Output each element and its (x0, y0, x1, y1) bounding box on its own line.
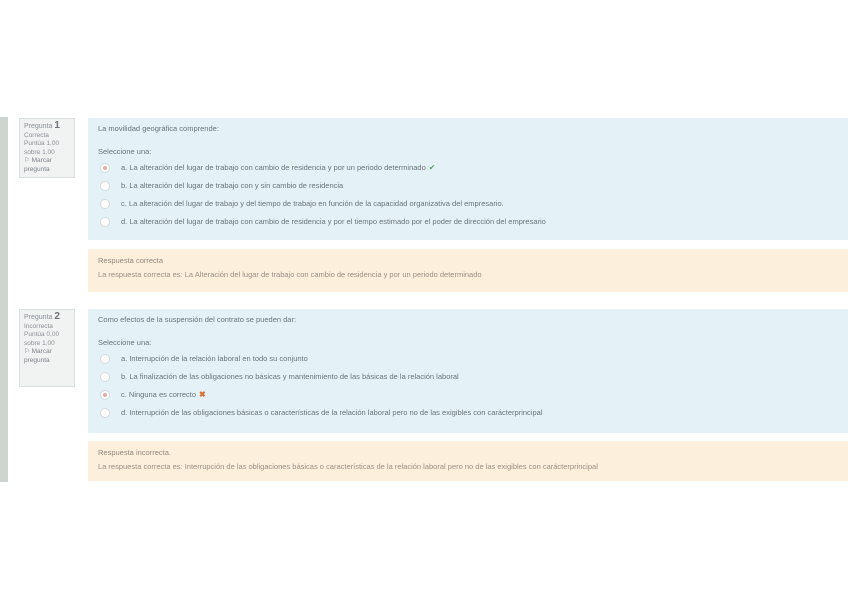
question-text: La movilidad geográfica comprende: (98, 124, 219, 133)
feedback-state: Respuesta correcta (98, 256, 164, 265)
question-grade: Puntúa 1,00 (24, 140, 60, 147)
flag-question-link[interactable]: ⚐ Marcar (24, 348, 52, 355)
flag-icon: ⚐ (24, 348, 30, 355)
correct-check-icon: ✔ (428, 163, 436, 172)
question-state: Correcta (24, 131, 49, 139)
answer-option-b[interactable] (98, 180, 848, 198)
answer-option-c[interactable] (98, 198, 848, 216)
question-2-formulation (88, 309, 848, 433)
answer-option-a[interactable] (98, 353, 848, 371)
answer-label: c. Ninguna es correcto (121, 390, 197, 399)
incorrect-cross-icon: ✖ (199, 390, 206, 399)
radio-button[interactable] (100, 217, 110, 227)
radio-button[interactable] (100, 408, 110, 418)
question-label: Pregunta (24, 123, 53, 130)
question-1-formulation (88, 118, 848, 240)
question-max-grade: sobre 1,00 (24, 339, 55, 347)
right-answer-text: La respuesta correcta es: Interrupción de las obligaciones básicas o características de la relación laboral pero no de las exigibles con carácterprincipal (98, 462, 598, 471)
radio-button[interactable] (100, 390, 110, 400)
answer-label: c. La alteración del lugar de trabajo y del tiempo de trabajo en función de la capacidad organizativa del empresario. (121, 199, 504, 208)
feedback-state: Respuesta incorrecta. (98, 448, 171, 457)
answer-option-d[interactable] (98, 407, 848, 425)
flag-question-label[interactable]: pregunta (24, 356, 50, 364)
question-text: Como efectos de la suspensión del contrato se pueden dar: (98, 315, 297, 324)
answer-label: a. Interrupción de la relación laboral en todo su conjunto (121, 354, 308, 363)
flag-question-link[interactable]: ⚐ Marcar (24, 157, 52, 164)
answer-prompt: Seleccione una: (98, 147, 152, 156)
answer-label: a. La alteración del lugar de trabajo con cambio de residencia y por un periodo determinado (121, 163, 426, 172)
answer-label: d. Interrupción de las obligaciones básicas o características de la relación laboral pero no de las exigibles con carácterprincipal (121, 408, 543, 417)
question-number: 1 (54, 120, 60, 131)
answer-option-d[interactable] (98, 216, 848, 234)
radio-button[interactable] (100, 354, 110, 364)
question-max-grade: sobre 1,00 (24, 148, 55, 156)
question-number: 2 (54, 311, 60, 322)
question-1-info (19, 118, 75, 178)
question-2-number-line (24, 313, 70, 323)
answer-label: b. La alteración del lugar de trabajo con y sin cambio de residencia (121, 181, 344, 190)
right-answer-text: La respuesta correcta es: La Alteración del lugar de trabajo con cambio de residencia y por un periodo determinado (98, 270, 482, 279)
answer-label: b. La finalización de las obligaciones no básicas y mantenimiento de las básicas de la relación laboral (121, 372, 459, 381)
answer-option-c[interactable] (98, 389, 848, 407)
left-edge-bar (0, 117, 8, 482)
question-1-feedback (88, 249, 848, 292)
answer-option-a[interactable] (98, 162, 848, 180)
answer-prompt: Seleccione una: (98, 338, 152, 347)
question-label: Pregunta (24, 314, 53, 321)
radio-button[interactable] (100, 163, 110, 173)
question-grade: Puntúa 0,00 (24, 331, 60, 338)
flag-question-label[interactable]: pregunta (24, 165, 50, 173)
flag-icon: ⚐ (24, 157, 30, 164)
answer-option-b[interactable] (98, 371, 848, 389)
radio-button[interactable] (100, 199, 110, 209)
radio-button[interactable] (100, 181, 110, 191)
question-2-feedback (88, 441, 848, 481)
question-1-number-line (24, 122, 70, 132)
radio-button[interactable] (100, 372, 110, 382)
answer-label: d. La alteración del lugar de trabajo con cambio de residencia y por el tiempo estimado por el poder de dirección del empresario (121, 217, 546, 226)
question-2-info (19, 309, 75, 387)
question-state: Incorrecta (24, 322, 53, 330)
